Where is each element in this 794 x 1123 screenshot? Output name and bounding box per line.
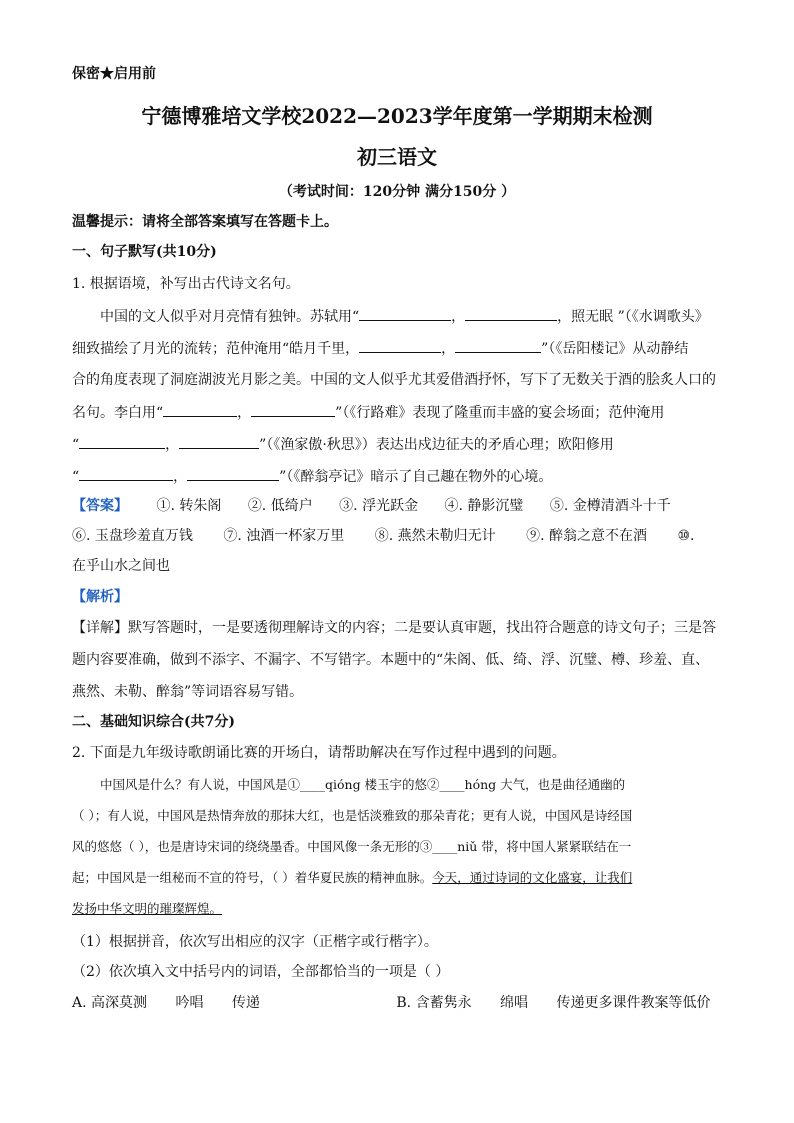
answer-blank xyxy=(251,402,335,417)
underlined-text: 今天，通过诗词的文化盛宴，让我们 xyxy=(432,870,633,885)
text: ”（《岳阳楼记》从动静结 xyxy=(541,341,689,357)
text: 中国的文人似乎对月亮情有独钟。苏轼用“ xyxy=(100,309,360,325)
text: ， xyxy=(237,405,252,421)
answer-blank xyxy=(465,306,557,321)
option-a-word2: 吟唱 xyxy=(175,995,204,1011)
option-b-word1: B. 含蓄隽永 xyxy=(396,995,472,1011)
passage-line2: （ ）；有人说，中国风是热情奔放的那抹大红，也是恬淡雅致的那朵青花；更有人说，中国风是诗经国 xyxy=(72,808,633,823)
answers-row3: 在乎山水之间也 xyxy=(72,558,170,574)
passage-line5: 发扬中华文明的璀璨辉煌。 xyxy=(72,901,223,916)
text: 名句。李白用“ xyxy=(72,405,164,421)
answer-blank xyxy=(179,434,259,449)
answer-item: ③. 浮光跃金 xyxy=(339,498,419,514)
q1-paragraph-line2 xyxy=(72,338,722,359)
answer-item: ②. 低绮户 xyxy=(247,498,313,514)
page-title: 宁德博雅培文学校2022—2023学年度第一学期期末检测 xyxy=(141,104,653,128)
sub-question-2: （2）依次填入文中括号内的词语，全部都恰当的一项是（ ） xyxy=(72,964,450,980)
answer-item: ⑩. xyxy=(677,528,695,544)
answer-blank xyxy=(187,466,279,481)
q1-stem: 1. 根据语境，补写出古代诗文名句。 xyxy=(72,276,300,292)
text: ， xyxy=(441,341,456,357)
confidential-label: 保密★启用前 xyxy=(72,66,156,82)
answer-item: ⑥. 玉盘珍羞直万钱 xyxy=(72,528,193,544)
text: ，照无眠 ”（《水调歌头》 xyxy=(557,309,709,325)
answer-blank xyxy=(79,466,173,481)
exam-info: （考试时间：120分钟 满分150分 ） xyxy=(278,184,516,200)
passage-line1: 中国风是什么？有人说，中国风是①____qióng 楼玉宇的悠②____hóng 大气，也是曲径通幽的 xyxy=(100,777,626,792)
passage-line4 xyxy=(72,868,722,888)
section1-heading: 一、句子默写(共10分) xyxy=(72,244,217,260)
detail-line3: 燕然、未勒、醉翁”等词语容易写错。 xyxy=(72,684,304,700)
q1-paragraph-line6 xyxy=(72,466,722,487)
text: ”（《渔家傲·秋思》）表达出戍边征夫的矛盾心理；欧阳修用 xyxy=(259,437,614,453)
section2-heading: 二、基础知识综合(共7分) xyxy=(72,714,235,730)
text: “ xyxy=(72,469,80,485)
q1-paragraph-line3: 合的角度表现了洞庭湖波光月影之美。中国的文人似乎尤其爱借酒抒怀，写下了无数关于酒的脍炙人口的 xyxy=(72,372,716,388)
option-b-word2: 绵唱 xyxy=(500,995,529,1011)
analysis-tag: 【解析】 xyxy=(72,589,128,605)
answer-blank xyxy=(359,338,441,353)
warm-tip: 温馨提示：请将全部答案填写在答题卡上。 xyxy=(72,214,338,230)
answer-blank xyxy=(455,338,541,353)
text: 细致描绘了月光的流转；范仲淹用“皓月千里， xyxy=(72,341,360,357)
detail-line2: 题内容要准确，做到不添字、不漏字、不写错字。本题中的“朱阁、低、绮、浮、沉璧、樽、珍羞、直、 xyxy=(72,652,710,668)
answers-row1 xyxy=(72,496,722,516)
detail-line1: 【详解】默写答题时，一是要透彻理解诗文的内容；二是要认真审题，找出符合题意的诗文句子；三是答 xyxy=(72,620,716,636)
text: ， xyxy=(451,309,466,325)
answer-blank xyxy=(359,306,451,321)
text: “ xyxy=(72,437,80,453)
option-a-word3: 传递 xyxy=(231,995,260,1011)
answer-blank xyxy=(163,402,237,417)
option-b-word3: 传递更多课件教案等低价 xyxy=(556,995,711,1011)
subject-title: 初三语文 xyxy=(357,145,437,169)
answer-item: ⑧. 燕然未勒归无计 xyxy=(374,528,496,544)
text: ”（《行路难》表现了隆重而丰盛的宴会场面；范仲淹用 xyxy=(335,405,665,421)
option-a-word1: A. 高深莫测 xyxy=(72,995,148,1011)
text: 起；中国风是一组秘而不宣的符号，（ ）着华夏民族的精神血脉。 xyxy=(72,870,433,885)
answer-item: ④. 静影沉璧 xyxy=(444,498,524,514)
answer-item: ⑦. 浊酒一杯家万里 xyxy=(223,528,345,544)
answer-tag: 【答案】 xyxy=(72,498,128,514)
answers-row2 xyxy=(72,526,722,546)
text: ， xyxy=(173,469,188,485)
q1-paragraph-line5 xyxy=(72,434,722,455)
passage-line3: 风的悠悠（ ），也是唐诗宋词的绕绕墨香。中国风像一条无形的③____niǔ 带，将中国人紧紧联结在一 xyxy=(72,839,632,854)
answer-blank xyxy=(79,434,165,449)
text: ， xyxy=(165,437,180,453)
answer-item: ⑨. 醉翁之意不在酒 xyxy=(526,528,647,544)
options-row xyxy=(72,993,722,1013)
q1-paragraph-line1 xyxy=(100,306,740,327)
answer-item: ⑤. 金樽清酒斗十千 xyxy=(549,498,671,514)
sub-question-1: （1）根据拼音，依次写出相应的汉字（正楷字或行楷字）。 xyxy=(72,934,438,950)
q1-paragraph-line4 xyxy=(72,402,722,423)
answer-item: ①. 转朱阁 xyxy=(156,498,222,514)
text: ”（《醉翁亭记》暗示了自己趣在物外的心境。 xyxy=(279,469,553,485)
q2-stem: 2. 下面是九年级诗歌朗诵比赛的开场白，请帮助解决在写作过程中遇到的问题。 xyxy=(72,745,566,761)
